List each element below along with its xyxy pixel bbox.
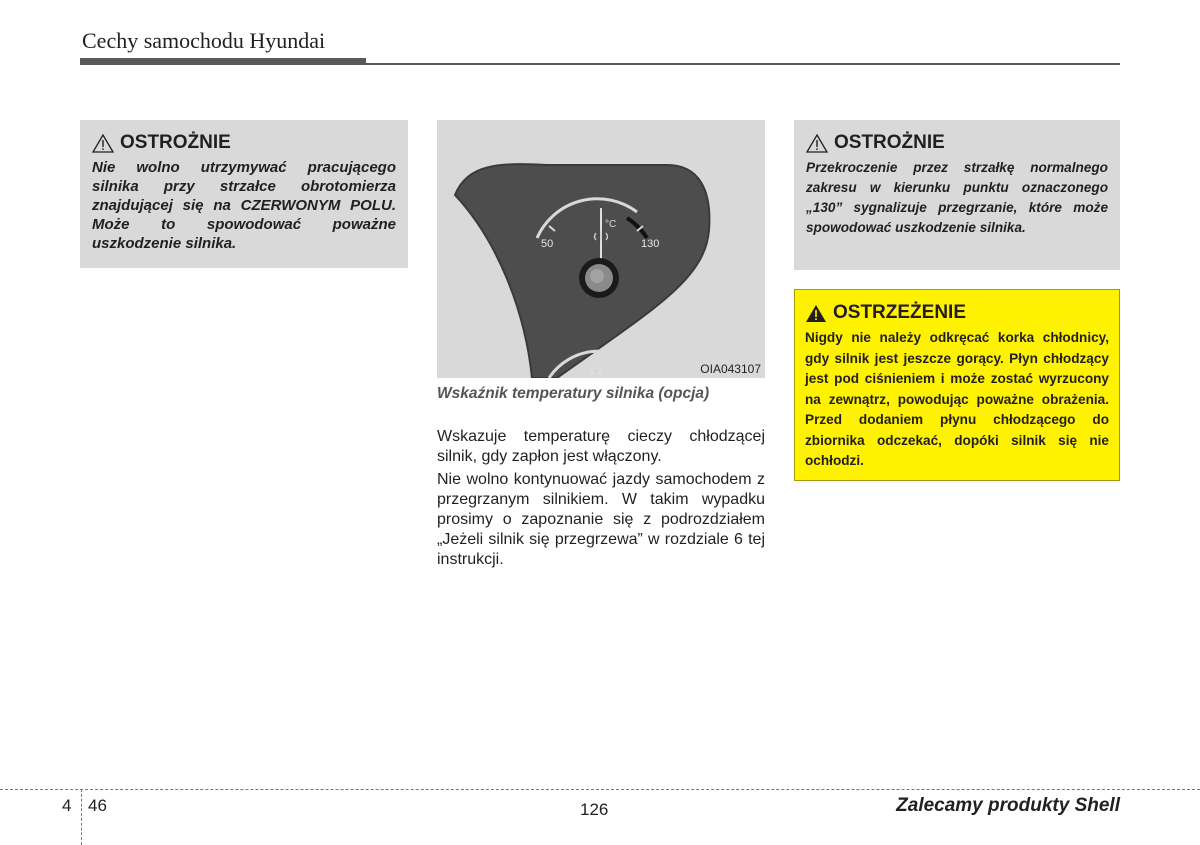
footer-vertical-divider — [81, 789, 82, 845]
warning-text: Nigdy nie należy odkręcać korka chłodnicy, gdy silnik jest jeszcze gorący. Płyn chłodzący jest pod ciśnieniem i może zostać wyrzucony na zewnątrz, powodując poważne obrażenia. Przed dodaniem płynu chłodzącego do zbiornika odczekać, dopóki silnik się nie ochłodzi. — [805, 330, 1109, 468]
gauge-min-label: 50 — [541, 238, 554, 250]
caution-heading: OSTROŻNIE — [120, 132, 231, 153]
warning-heading: OSTRZEŻENIE — [833, 302, 967, 323]
paragraph-1: Wskazuje temperaturę cieczy chłodzącej silnik, gdy zapłon jest włączony. — [437, 428, 765, 465]
header-bar — [80, 58, 366, 65]
warning-triangle-icon — [805, 304, 827, 323]
gauge-figure — [437, 120, 765, 378]
chapter-number: 4 — [62, 796, 72, 815]
figure-code: OIA043107 — [700, 362, 761, 376]
warning-box — [794, 289, 1120, 481]
center-page-number: 126 — [580, 800, 609, 819]
caution-triangle-icon — [806, 134, 828, 153]
caution-text: Przekroczenie przez strzałkę normalnego zakresu w kierunku punktu oznaczonego „130” sygnalizuje przegrzanie, które może spowodować uszkodzenie silnika. — [806, 160, 1108, 235]
header-line — [366, 63, 1120, 65]
paragraph-2: Nie wolno kontynuować jazdy samochodem z przegrzanym silnikiem. W takim wypadku prosimy o zapoznanie się z podrozdziałem „Jeżeli silnik się przegrzewa” w rozdziale 6 tej instrukcji. — [437, 471, 765, 568]
gauge-max-label: 130 — [641, 238, 660, 250]
caution-box-right — [794, 120, 1120, 270]
caution-text: Nie wolno utrzymywać pracującego silnika przy strzałce obrotomierza znajdującej się na CZERWONYM POLU. Może to spowodować poważne uszkodzenie silnika. — [92, 159, 396, 252]
page-number: 46 — [88, 796, 107, 815]
figure-caption: Wskaźnik temperatury silnika (opcja) — [437, 385, 710, 402]
gauge-unit-label: °C — [605, 219, 617, 230]
footer-divider — [0, 789, 1200, 790]
lower-gauge-mark: 1 2 — [589, 366, 603, 377]
temperature-gauge-illustration — [437, 120, 765, 378]
caution-box-left — [80, 120, 408, 268]
caution-heading: OSTROŻNIE — [834, 132, 945, 153]
footer-slogan: Zalecamy produkty Shell — [896, 795, 1120, 816]
caution-triangle-icon — [92, 134, 114, 153]
header-title: Cechy samochodu Hyundai — [82, 28, 326, 53]
